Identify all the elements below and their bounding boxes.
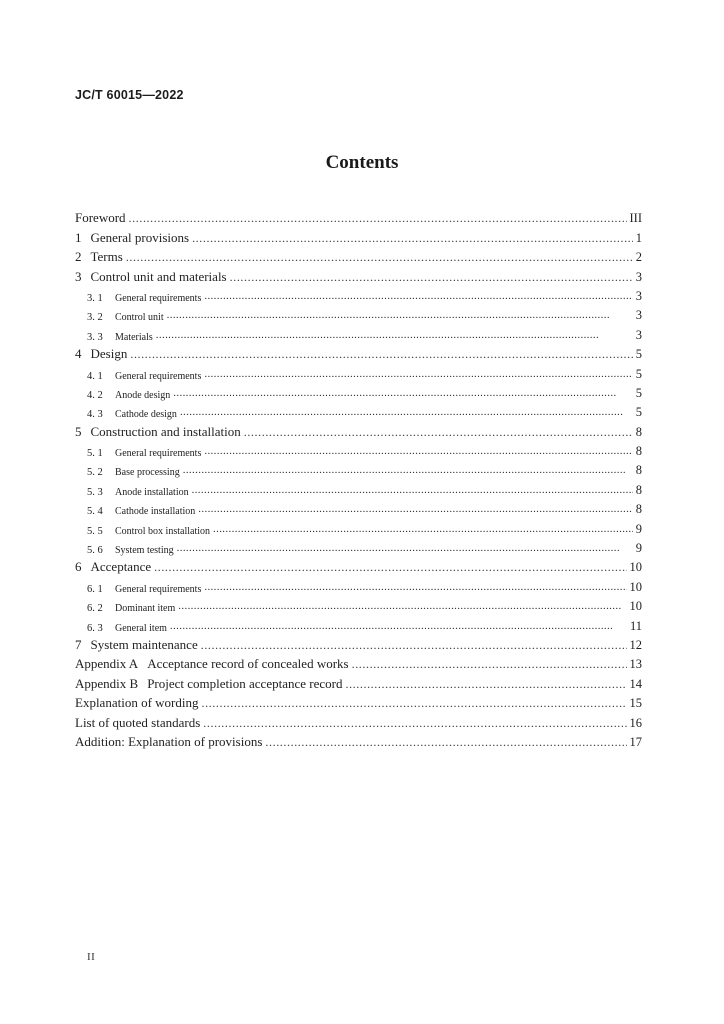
toc-entry[interactable]: [75, 343, 642, 362]
dot-leader: [198, 504, 632, 517]
toc-subentry[interactable]: [75, 478, 642, 497]
toc-page-number: 5: [635, 385, 642, 400]
toc-entry-title: [87, 409, 177, 420]
toc-entry-number: 4: [75, 346, 82, 362]
toc-subentry[interactable]: [75, 362, 642, 381]
toc-page-number: 8: [635, 463, 642, 478]
dot-leader: [173, 388, 632, 401]
toc-entry-number: 3. 2: [87, 312, 103, 324]
toc-subentry[interactable]: [75, 537, 642, 556]
toc-page-number: 13: [629, 657, 642, 672]
toc-entry-number: 5. 2: [87, 467, 103, 479]
toc-entry[interactable]: [75, 692, 642, 711]
toc-entry-label: Acceptance record of concealed works: [147, 656, 349, 672]
toc-subentry[interactable]: [75, 459, 642, 478]
toc-entry[interactable]: [75, 711, 642, 730]
toc-entry-label: General item: [115, 622, 167, 634]
toc-entry-number: 7: [75, 636, 82, 652]
toc-entry-label: Cathode installation: [115, 506, 196, 518]
toc-entry-title: [75, 656, 349, 672]
dot-leader: [180, 407, 633, 420]
toc-subentry[interactable]: [75, 498, 642, 517]
dot-leader: [204, 291, 632, 304]
toc-entry-label: Base processing: [115, 467, 180, 479]
toc-entry-number: 6. 3: [87, 622, 103, 634]
toc-page-number: III: [629, 211, 642, 226]
document-code: JC/T 60015—2022: [75, 88, 184, 102]
toc-entry-title: [75, 249, 123, 265]
toc-subentry[interactable]: [75, 614, 642, 633]
toc-page-number: 17: [629, 734, 642, 749]
toc-entry-title: [87, 332, 153, 343]
dot-leader: [183, 465, 633, 478]
toc-entry-number: 5. 3: [87, 486, 103, 498]
toc-entry-number: 6. 2: [87, 603, 103, 615]
table-of-contents: [75, 207, 642, 750]
dot-leader: [192, 485, 633, 498]
toc-page-number: 3: [635, 288, 642, 303]
toc-page-number: 9: [635, 541, 642, 556]
toc-page-number: 10: [629, 560, 642, 575]
toc-page-number: 2: [635, 250, 642, 265]
toc-entry-title: [75, 559, 151, 575]
toc-entry-title: [87, 448, 201, 459]
toc-entry-label: Control box installation: [115, 525, 210, 537]
toc-entry-title: [87, 467, 180, 478]
dot-leader: [126, 251, 633, 265]
toc-subentry[interactable]: [75, 575, 642, 594]
toc-entry-title: [75, 734, 262, 750]
toc-page-number: 8: [635, 444, 642, 459]
toc-page-number: 8: [635, 424, 642, 439]
toc-entry-number: 3: [75, 268, 82, 284]
toc-entry-title: [75, 230, 189, 246]
dot-leader: [156, 330, 633, 343]
toc-entry-title: [75, 695, 198, 711]
toc-page-number: 8: [635, 502, 642, 517]
toc-entry[interactable]: [75, 731, 642, 750]
toc-entry-title: [75, 424, 241, 440]
toc-page-number: 12: [629, 637, 642, 652]
dot-leader: [201, 639, 627, 653]
toc-entry-label: General requirements: [115, 370, 202, 382]
toc-entry-title: [87, 623, 167, 634]
toc-entry-label: Anode installation: [115, 486, 189, 498]
toc-entry-label: Terms: [90, 249, 123, 265]
toc-entry-number: 6: [75, 559, 82, 575]
toc-entry-number: 1: [75, 229, 82, 245]
toc-page-number: 10: [629, 599, 642, 614]
toc-subentry[interactable]: [75, 285, 642, 304]
toc-page-number: 8: [635, 482, 642, 497]
dot-leader: [352, 658, 627, 672]
toc-entry-label: Control unit: [115, 312, 164, 324]
toc-entry-label: Explanation of wording: [75, 695, 199, 711]
toc-page-number: 9: [635, 521, 642, 536]
toc-subentry[interactable]: [75, 382, 642, 401]
toc-entry-number: 5. 1: [87, 448, 103, 460]
toc-entry-title: [87, 371, 201, 382]
dot-leader: [204, 582, 626, 595]
toc-entry-label: Cathode design: [115, 409, 177, 421]
toc-entry-title: [75, 210, 126, 226]
toc-entry-label: Acceptance: [90, 559, 152, 575]
dot-leader: [167, 310, 633, 323]
toc-entry-label: Dominant item: [115, 603, 176, 615]
dot-leader: [129, 212, 627, 226]
dot-leader: [170, 621, 627, 634]
dot-leader: [230, 271, 633, 285]
dot-leader: [265, 736, 626, 750]
toc-page-number: 5: [635, 366, 642, 381]
toc-entry-number: 3. 1: [87, 292, 103, 304]
toc-entry-number: Appendix A: [75, 656, 139, 672]
toc-entry-number: 5: [75, 423, 82, 439]
toc-entry-label: General requirements: [115, 583, 202, 595]
dot-leader: [177, 543, 633, 556]
page-number: II: [87, 951, 96, 963]
dot-leader: [244, 426, 633, 440]
toc-entry[interactable]: [75, 653, 642, 672]
dot-leader: [201, 697, 626, 711]
toc-page-number: 15: [629, 696, 642, 711]
toc-entry-title: [75, 715, 200, 731]
toc-entry-title: [87, 293, 201, 304]
dot-leader: [345, 678, 626, 692]
toc-entry-number: 5. 4: [87, 506, 103, 518]
toc-entry-label: System maintenance: [90, 636, 198, 652]
toc-entry-number: 4. 1: [87, 370, 103, 382]
toc-entry[interactable]: [75, 556, 642, 575]
toc-page-number: 3: [635, 269, 642, 284]
toc-subentry[interactable]: [75, 323, 642, 342]
toc-entry-number: 4. 2: [87, 389, 103, 401]
toc-entry-number: 3. 3: [87, 331, 103, 343]
dot-leader: [213, 524, 633, 537]
toc-entry-label: System testing: [115, 545, 174, 557]
toc-entry[interactable]: [75, 226, 642, 245]
toc-entry[interactable]: [75, 634, 642, 653]
toc-subentry[interactable]: [75, 401, 642, 420]
toc-entry-title: [87, 487, 189, 498]
toc-entry-title: [87, 526, 210, 537]
toc-page-number: 11: [629, 618, 642, 633]
dot-leader: [203, 717, 626, 731]
toc-entry-label: Addition: Explanation of provisions: [75, 733, 263, 749]
toc-page-number: 1: [635, 230, 642, 245]
toc-entry-label: Materials: [115, 331, 153, 343]
toc-entry-title: [75, 269, 227, 285]
toc-entry[interactable]: [75, 207, 642, 226]
dot-leader: [130, 348, 632, 362]
toc-entry-label: List of quoted standards: [75, 714, 201, 730]
toc-entry-label: Design: [90, 346, 128, 362]
toc-page-number: 5: [635, 405, 642, 420]
toc-entry-label: Anode design: [115, 389, 171, 401]
toc-entry[interactable]: [75, 265, 642, 284]
toc-entry-title: [87, 312, 164, 323]
toc-entry-title: [75, 676, 342, 692]
toc-entry-label: Construction and installation: [90, 423, 241, 439]
toc-entry[interactable]: [75, 420, 642, 439]
toc-entry-title: [75, 637, 198, 653]
toc-entry-title: [87, 584, 201, 595]
page-title: Contents: [325, 152, 399, 173]
toc-subentry[interactable]: [75, 440, 642, 459]
toc-entry-number: 2: [75, 249, 82, 265]
toc-entry-title: [75, 346, 127, 362]
toc-entry-title: [87, 603, 175, 614]
toc-page-number: 3: [635, 327, 642, 342]
toc-entry-number: Appendix B: [75, 675, 139, 691]
toc-entry-label: General provisions: [90, 229, 190, 245]
toc-entry[interactable]: [75, 672, 642, 691]
toc-entry-label: Foreword: [75, 210, 126, 226]
toc-subentry[interactable]: [75, 595, 642, 614]
dot-leader: [178, 601, 626, 614]
toc-entry-label: General requirements: [115, 292, 202, 304]
toc-entry-label: Control unit and materials: [90, 268, 227, 284]
toc-entry-number: 4. 3: [87, 409, 103, 421]
toc-subentry[interactable]: [75, 304, 642, 323]
toc-entry-title: [87, 545, 174, 556]
toc-entry-title: [87, 506, 195, 517]
toc-entry-label: Project completion acceptance record: [147, 675, 343, 691]
toc-page-number: 3: [635, 308, 642, 323]
toc-subentry[interactable]: [75, 517, 642, 536]
toc-entry-label: General requirements: [115, 448, 202, 460]
toc-page-number: 5: [635, 347, 642, 362]
toc-entry-title: [87, 390, 170, 401]
dot-leader: [192, 232, 633, 246]
toc-entry-number: 6. 1: [87, 583, 103, 595]
toc-entry-number: 5. 6: [87, 545, 103, 557]
toc-entry-number: 5. 5: [87, 525, 103, 537]
toc-entry[interactable]: [75, 246, 642, 265]
dot-leader: [204, 369, 632, 382]
toc-page-number: 10: [629, 579, 642, 594]
dot-leader: [154, 561, 626, 575]
toc-page-number: 14: [629, 676, 642, 691]
dot-leader: [204, 446, 632, 459]
toc-page-number: 16: [629, 715, 642, 730]
